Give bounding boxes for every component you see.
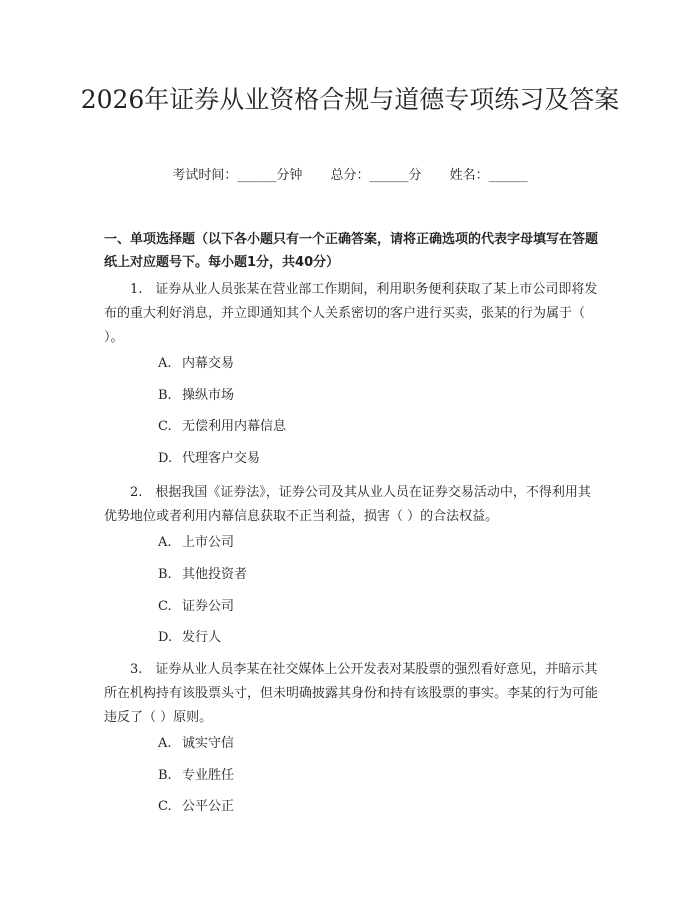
question-1-option-b <box>158 386 234 406</box>
option-text: 上市公司 <box>182 535 235 550</box>
option-text: 操纵市场 <box>182 388 235 403</box>
option-key: B. <box>158 567 172 582</box>
option-key: C. <box>158 419 172 434</box>
option-text: 专业胜任 <box>182 768 235 783</box>
option-text: 内幕交易 <box>182 356 235 371</box>
name-field: 姓名：______ <box>449 168 528 183</box>
option-text: 代理客户交易 <box>182 451 261 466</box>
option-text: 无偿利用内幕信息 <box>182 419 287 434</box>
option-key: C. <box>158 599 172 614</box>
question-3-option-b <box>158 766 234 786</box>
question-3-stem: 3. 证券从业人员李某在社交媒体上公开发表对某股票的强烈看好意见，并暗示其所在机构持有该股票头寸，但未明确披露其身份和持有该股票的事实。李某的行为可能违反了（ ）原则。 <box>104 662 599 725</box>
question-1-option-c <box>158 417 286 437</box>
exam-meta <box>0 166 700 186</box>
question-1-option-d <box>158 449 260 469</box>
option-key: A. <box>158 535 172 550</box>
option-key: D. <box>158 630 173 645</box>
option-text: 其他投资者 <box>182 567 248 582</box>
total-score-field: 总分：______分 <box>330 168 422 183</box>
option-key: A. <box>158 356 172 371</box>
option-key: B. <box>158 768 172 783</box>
option-key: C. <box>158 799 172 814</box>
question-1-option-a <box>158 354 234 374</box>
exam-time-field: 考试时间：______分钟 <box>172 168 303 183</box>
question-2-option-c <box>158 597 234 617</box>
question-1-stem: 1. 证券从业人员张某在营业部工作期间，利用职务便利获取了某上市公司即将发布的重大利好消息，并立即通知其个人关系密切的客户进行买卖，张某的行为属于（ ）。 <box>104 282 598 345</box>
question-3-option-a <box>158 734 234 754</box>
option-key: A. <box>158 736 172 751</box>
option-key: D. <box>158 451 173 466</box>
option-text: 公平公正 <box>182 799 235 814</box>
document-title: 2026年证券从业资格合规与道德专项练习及答案 <box>80 85 620 114</box>
question-2-option-d <box>158 628 221 648</box>
option-text: 诚实守信 <box>182 736 235 751</box>
section-heading: 一、单项选择题（以下各小题只有一个正确答案，请将正确选项的代表字母填写在答题纸上对应题号下。每小题1分，共40分） <box>104 232 599 270</box>
option-key: B. <box>158 388 172 403</box>
option-text: 发行人 <box>182 630 222 645</box>
question-2-option-a <box>158 533 234 553</box>
question-3-option-c <box>158 797 234 817</box>
option-text: 证券公司 <box>182 599 235 614</box>
question-2-option-b <box>158 565 247 585</box>
question-2-stem: 2. 根据我国《证券法》，证券公司及其从业人员在证券交易活动中，不得利用其优势地位或者利用内幕信息获取不正当利益，损害（ ）的合法权益。 <box>104 485 591 524</box>
